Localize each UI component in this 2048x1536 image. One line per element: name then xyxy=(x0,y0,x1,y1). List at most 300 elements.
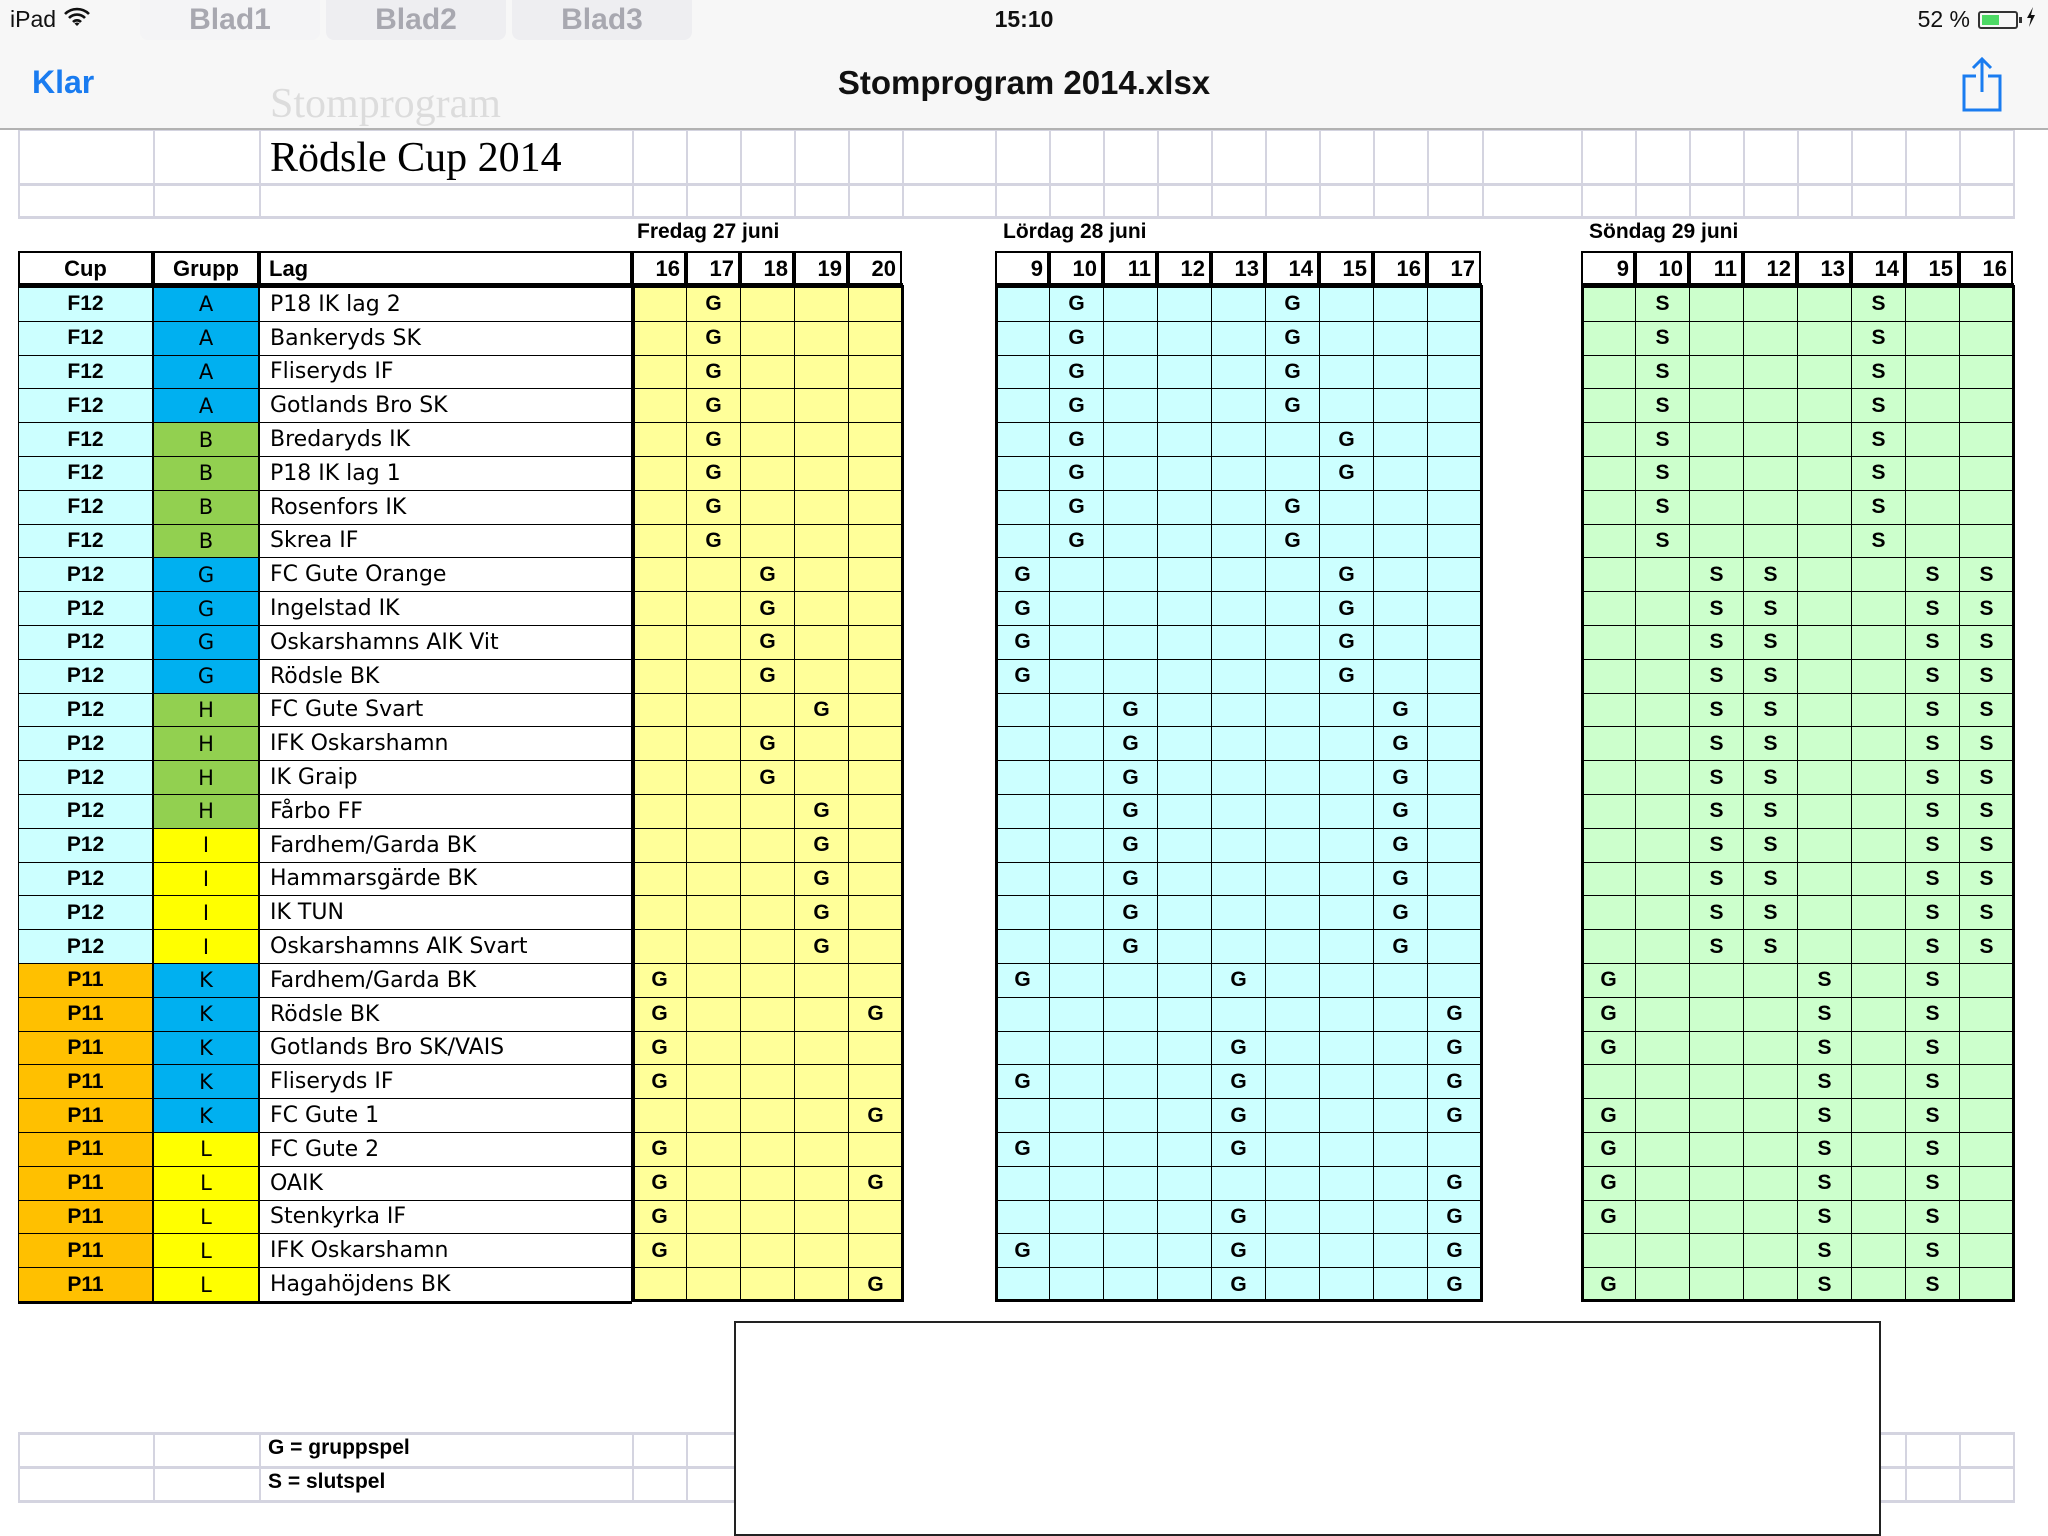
schedule-cell[interactable]: G xyxy=(1581,1166,1636,1201)
schedule-cell[interactable]: G xyxy=(686,355,741,390)
schedule-cell[interactable] xyxy=(1959,490,2014,525)
schedule-cell[interactable] xyxy=(632,1098,687,1133)
schedule-cell[interactable] xyxy=(1743,456,1798,491)
schedule-cell[interactable]: G xyxy=(1373,726,1428,761)
schedule-cell[interactable] xyxy=(1265,726,1320,761)
schedule-cell[interactable] xyxy=(632,794,687,829)
schedule-cell[interactable] xyxy=(1265,693,1320,728)
schedule-cell[interactable] xyxy=(632,591,687,626)
schedule-cell[interactable]: G xyxy=(1373,862,1428,897)
schedule-cell[interactable] xyxy=(632,524,687,559)
schedule-cell[interactable] xyxy=(686,997,741,1032)
schedule-cell[interactable]: G xyxy=(1319,456,1374,491)
schedule-cell[interactable] xyxy=(1635,997,1690,1032)
schedule-cell[interactable]: S xyxy=(1851,321,1906,356)
cup-cell[interactable]: P11 xyxy=(18,1166,153,1201)
schedule-cell[interactable]: S xyxy=(1797,1233,1852,1268)
schedule-cell[interactable]: G xyxy=(794,693,849,728)
schedule-cell[interactable] xyxy=(1581,929,1636,964)
group-cell[interactable]: H xyxy=(153,760,259,795)
schedule-cell[interactable]: S xyxy=(1635,287,1690,322)
schedule-cell[interactable] xyxy=(1157,659,1212,694)
schedule-cell[interactable]: G xyxy=(740,659,795,694)
schedule-cell[interactable] xyxy=(1851,557,1906,592)
schedule-cell[interactable] xyxy=(1103,1200,1158,1235)
schedule-cell[interactable] xyxy=(1265,422,1320,457)
schedule-cell[interactable] xyxy=(1689,524,1744,559)
schedule-cell[interactable] xyxy=(1743,1031,1798,1066)
schedule-cell[interactable]: G xyxy=(1211,1031,1266,1066)
schedule-cell[interactable] xyxy=(632,726,687,761)
schedule-cell[interactable] xyxy=(1373,524,1428,559)
schedule-cell[interactable] xyxy=(1743,388,1798,423)
schedule-cell[interactable] xyxy=(1373,963,1428,998)
schedule-cell[interactable] xyxy=(632,557,687,592)
schedule-cell[interactable]: G xyxy=(794,794,849,829)
schedule-cell[interactable] xyxy=(848,321,903,356)
cup-cell[interactable]: P12 xyxy=(18,726,153,761)
schedule-cell[interactable] xyxy=(1427,862,1482,897)
schedule-cell[interactable]: S xyxy=(1959,794,2014,829)
schedule-cell[interactable]: G xyxy=(632,1132,687,1167)
schedule-cell[interactable] xyxy=(686,1233,741,1268)
schedule-cell[interactable] xyxy=(995,693,1050,728)
schedule-cell[interactable] xyxy=(1157,1098,1212,1133)
schedule-cell[interactable]: S xyxy=(1851,287,1906,322)
column-header-team[interactable]: Lag xyxy=(259,251,632,287)
schedule-cell[interactable] xyxy=(1157,693,1212,728)
schedule-cell[interactable] xyxy=(1211,557,1266,592)
schedule-cell[interactable] xyxy=(1635,557,1690,592)
schedule-cell[interactable]: G xyxy=(1427,1166,1482,1201)
schedule-cell[interactable] xyxy=(1319,760,1374,795)
schedule-cell[interactable] xyxy=(1797,524,1852,559)
schedule-cell[interactable] xyxy=(1157,726,1212,761)
schedule-cell[interactable] xyxy=(794,490,849,525)
schedule-cell[interactable]: G xyxy=(1427,1267,1482,1302)
schedule-cell[interactable] xyxy=(1157,321,1212,356)
group-cell[interactable]: K xyxy=(153,997,259,1032)
schedule-cell[interactable] xyxy=(1851,1166,1906,1201)
schedule-cell[interactable] xyxy=(1427,760,1482,795)
schedule-cell[interactable] xyxy=(1635,693,1690,728)
schedule-cell[interactable]: S xyxy=(1797,1166,1852,1201)
schedule-cell[interactable] xyxy=(794,321,849,356)
schedule-cell[interactable] xyxy=(794,355,849,390)
schedule-cell[interactable] xyxy=(794,1267,849,1302)
schedule-cell[interactable] xyxy=(1103,456,1158,491)
schedule-cell[interactable]: G xyxy=(995,1233,1050,1268)
group-cell[interactable]: G xyxy=(153,659,259,694)
sheet-tab-blad1[interactable]: Blad1 xyxy=(140,0,320,40)
schedule-cell[interactable] xyxy=(632,422,687,457)
schedule-cell[interactable] xyxy=(1851,1233,1906,1268)
schedule-cell[interactable] xyxy=(1319,828,1374,863)
schedule-cell[interactable] xyxy=(1049,1233,1104,1268)
schedule-cell[interactable] xyxy=(1265,828,1320,863)
schedule-cell[interactable]: G xyxy=(1103,862,1158,897)
team-cell[interactable]: FC Gute 1 xyxy=(259,1098,632,1133)
schedule-cell[interactable] xyxy=(740,1233,795,1268)
schedule-cell[interactable] xyxy=(632,929,687,964)
schedule-cell[interactable] xyxy=(794,1064,849,1099)
schedule-cell[interactable] xyxy=(794,760,849,795)
schedule-cell[interactable]: S xyxy=(1689,862,1744,897)
schedule-cell[interactable] xyxy=(1157,862,1212,897)
schedule-cell[interactable]: S xyxy=(1743,862,1798,897)
group-cell[interactable]: I xyxy=(153,828,259,863)
schedule-cell[interactable] xyxy=(1635,591,1690,626)
hour-header[interactable]: 9 xyxy=(995,251,1049,287)
schedule-cell[interactable] xyxy=(1373,1098,1428,1133)
schedule-cell[interactable] xyxy=(794,1031,849,1066)
schedule-cell[interactable]: S xyxy=(1905,963,1960,998)
schedule-cell[interactable] xyxy=(1373,557,1428,592)
schedule-cell[interactable]: G xyxy=(794,895,849,930)
schedule-cell[interactable] xyxy=(794,557,849,592)
schedule-cell[interactable] xyxy=(1743,1064,1798,1099)
group-cell[interactable]: L xyxy=(153,1166,259,1201)
schedule-cell[interactable] xyxy=(1211,693,1266,728)
schedule-cell[interactable]: S xyxy=(1743,659,1798,694)
schedule-cell[interactable] xyxy=(1157,895,1212,930)
cup-cell[interactable]: P11 xyxy=(18,1233,153,1268)
schedule-cell[interactable]: G xyxy=(1211,1233,1266,1268)
schedule-cell[interactable] xyxy=(1265,659,1320,694)
schedule-cell[interactable] xyxy=(740,895,795,930)
hour-header[interactable]: 11 xyxy=(1103,251,1157,287)
schedule-cell[interactable] xyxy=(1157,287,1212,322)
cup-cell[interactable]: P11 xyxy=(18,1267,153,1302)
group-cell[interactable]: K xyxy=(153,1031,259,1066)
schedule-cell[interactable] xyxy=(1049,794,1104,829)
schedule-cell[interactable]: S xyxy=(1635,422,1690,457)
schedule-cell[interactable] xyxy=(1581,388,1636,423)
schedule-cell[interactable]: S xyxy=(1797,997,1852,1032)
schedule-cell[interactable]: G xyxy=(1373,794,1428,829)
schedule-cell[interactable] xyxy=(1851,862,1906,897)
schedule-cell[interactable] xyxy=(848,1064,903,1099)
schedule-cell[interactable] xyxy=(848,659,903,694)
schedule-cell[interactable]: G xyxy=(1049,388,1104,423)
team-cell[interactable]: Hammarsgärde BK xyxy=(259,862,632,897)
schedule-cell[interactable]: S xyxy=(1905,726,1960,761)
schedule-cell[interactable] xyxy=(1157,625,1212,660)
schedule-cell[interactable] xyxy=(1157,1267,1212,1302)
cup-cell[interactable]: P12 xyxy=(18,862,153,897)
schedule-cell[interactable] xyxy=(1103,557,1158,592)
schedule-cell[interactable] xyxy=(1959,388,2014,423)
schedule-cell[interactable] xyxy=(686,591,741,626)
schedule-cell[interactable] xyxy=(1427,659,1482,694)
schedule-cell[interactable]: G xyxy=(1319,659,1374,694)
schedule-cell[interactable] xyxy=(1265,1064,1320,1099)
schedule-cell[interactable] xyxy=(1797,422,1852,457)
schedule-cell[interactable] xyxy=(1851,1098,1906,1133)
schedule-cell[interactable] xyxy=(632,659,687,694)
schedule-cell[interactable] xyxy=(1581,659,1636,694)
schedule-cell[interactable] xyxy=(1427,963,1482,998)
schedule-cell[interactable]: G xyxy=(1103,828,1158,863)
schedule-cell[interactable] xyxy=(1635,1098,1690,1133)
schedule-cell[interactable] xyxy=(1319,1233,1374,1268)
schedule-cell[interactable] xyxy=(1211,862,1266,897)
schedule-cell[interactable] xyxy=(1103,1064,1158,1099)
team-cell[interactable]: Ingelstad IK xyxy=(259,591,632,626)
schedule-cell[interactable] xyxy=(1265,1031,1320,1066)
team-cell[interactable]: Fårbo FF xyxy=(259,794,632,829)
schedule-cell[interactable] xyxy=(1689,321,1744,356)
schedule-cell[interactable] xyxy=(1103,321,1158,356)
schedule-cell[interactable] xyxy=(632,895,687,930)
schedule-cell[interactable]: S xyxy=(1743,557,1798,592)
schedule-cell[interactable] xyxy=(1319,355,1374,390)
schedule-cell[interactable] xyxy=(848,895,903,930)
schedule-cell[interactable] xyxy=(794,524,849,559)
schedule-cell[interactable] xyxy=(1211,321,1266,356)
schedule-cell[interactable] xyxy=(1427,1132,1482,1167)
schedule-cell[interactable] xyxy=(1581,321,1636,356)
schedule-cell[interactable] xyxy=(1959,1098,2014,1133)
schedule-cell[interactable]: G xyxy=(1103,760,1158,795)
schedule-cell[interactable] xyxy=(1959,1132,2014,1167)
schedule-cell[interactable]: S xyxy=(1905,693,1960,728)
schedule-cell[interactable] xyxy=(1103,490,1158,525)
schedule-cell[interactable] xyxy=(1049,591,1104,626)
schedule-cell[interactable]: G xyxy=(1103,726,1158,761)
schedule-cell[interactable] xyxy=(1103,1267,1158,1302)
schedule-cell[interactable] xyxy=(1319,524,1374,559)
schedule-cell[interactable] xyxy=(1157,1166,1212,1201)
team-cell[interactable]: Bankeryds SK xyxy=(259,321,632,356)
schedule-cell[interactable]: S xyxy=(1689,557,1744,592)
schedule-cell[interactable]: G xyxy=(686,321,741,356)
schedule-cell[interactable] xyxy=(686,862,741,897)
schedule-cell[interactable]: G xyxy=(1265,524,1320,559)
schedule-cell[interactable]: G xyxy=(1373,693,1428,728)
schedule-cell[interactable]: G xyxy=(1103,929,1158,964)
schedule-cell[interactable] xyxy=(995,895,1050,930)
schedule-cell[interactable] xyxy=(1851,828,1906,863)
group-cell[interactable]: I xyxy=(153,929,259,964)
schedule-cell[interactable]: S xyxy=(1797,1132,1852,1167)
schedule-cell[interactable] xyxy=(1265,794,1320,829)
schedule-cell[interactable] xyxy=(1373,591,1428,626)
schedule-cell[interactable] xyxy=(1797,625,1852,660)
schedule-cell[interactable] xyxy=(1157,1233,1212,1268)
schedule-cell[interactable]: G xyxy=(632,1064,687,1099)
hour-header[interactable]: 10 xyxy=(1049,251,1103,287)
schedule-cell[interactable]: S xyxy=(1743,794,1798,829)
schedule-cell[interactable] xyxy=(794,1132,849,1167)
schedule-cell[interactable] xyxy=(1959,1200,2014,1235)
schedule-cell[interactable]: S xyxy=(1905,557,1960,592)
schedule-cell[interactable] xyxy=(740,1064,795,1099)
team-cell[interactable]: OAIK xyxy=(259,1166,632,1201)
schedule-cell[interactable]: G xyxy=(632,997,687,1032)
schedule-cell[interactable] xyxy=(1797,862,1852,897)
schedule-cell[interactable]: G xyxy=(1427,997,1482,1032)
schedule-cell[interactable] xyxy=(740,355,795,390)
schedule-cell[interactable] xyxy=(1797,355,1852,390)
schedule-cell[interactable] xyxy=(1797,726,1852,761)
schedule-cell[interactable] xyxy=(848,422,903,457)
schedule-cell[interactable] xyxy=(1211,456,1266,491)
schedule-cell[interactable]: G xyxy=(1373,929,1428,964)
schedule-cell[interactable] xyxy=(1265,1267,1320,1302)
schedule-cell[interactable] xyxy=(794,1200,849,1235)
schedule-cell[interactable] xyxy=(1581,490,1636,525)
schedule-cell[interactable]: S xyxy=(1689,726,1744,761)
schedule-cell[interactable]: S xyxy=(1959,929,2014,964)
schedule-cell[interactable] xyxy=(1581,456,1636,491)
schedule-cell[interactable] xyxy=(1581,625,1636,660)
schedule-cell[interactable] xyxy=(995,929,1050,964)
group-cell[interactable]: L xyxy=(153,1267,259,1302)
schedule-cell[interactable] xyxy=(1049,1200,1104,1235)
schedule-cell[interactable] xyxy=(686,1031,741,1066)
schedule-cell[interactable] xyxy=(1959,1233,2014,1268)
schedule-cell[interactable]: G xyxy=(1581,997,1636,1032)
cup-cell[interactable]: P11 xyxy=(18,997,153,1032)
schedule-cell[interactable] xyxy=(1635,1166,1690,1201)
schedule-cell[interactable] xyxy=(1635,828,1690,863)
schedule-cell[interactable]: G xyxy=(1427,1200,1482,1235)
schedule-cell[interactable]: G xyxy=(1319,422,1374,457)
schedule-cell[interactable] xyxy=(1319,862,1374,897)
cup-cell[interactable]: F12 xyxy=(18,355,153,390)
schedule-cell[interactable] xyxy=(1103,1233,1158,1268)
schedule-cell[interactable] xyxy=(1427,422,1482,457)
schedule-cell[interactable]: G xyxy=(632,1031,687,1066)
schedule-cell[interactable] xyxy=(1319,1098,1374,1133)
schedule-cell[interactable]: S xyxy=(1959,693,2014,728)
schedule-cell[interactable]: S xyxy=(1689,693,1744,728)
schedule-cell[interactable] xyxy=(848,693,903,728)
schedule-cell[interactable]: G xyxy=(1319,591,1374,626)
hour-header[interactable]: 17 xyxy=(1427,251,1481,287)
schedule-cell[interactable]: G xyxy=(1049,321,1104,356)
schedule-cell[interactable] xyxy=(1211,591,1266,626)
schedule-cell[interactable] xyxy=(1743,1166,1798,1201)
schedule-cell[interactable] xyxy=(632,321,687,356)
schedule-cell[interactable] xyxy=(1373,1166,1428,1201)
schedule-cell[interactable] xyxy=(1743,1200,1798,1235)
hour-header[interactable]: 10 xyxy=(1635,251,1689,287)
schedule-cell[interactable] xyxy=(1049,1031,1104,1066)
schedule-cell[interactable] xyxy=(1427,355,1482,390)
schedule-cell[interactable] xyxy=(1157,1132,1212,1167)
schedule-cell[interactable]: G xyxy=(1581,1132,1636,1167)
schedule-cell[interactable] xyxy=(848,456,903,491)
schedule-cell[interactable] xyxy=(1851,760,1906,795)
schedule-cell[interactable] xyxy=(1959,1064,2014,1099)
schedule-cell[interactable]: S xyxy=(1959,760,2014,795)
schedule-cell[interactable] xyxy=(1373,1200,1428,1235)
schedule-cell[interactable] xyxy=(1049,1166,1104,1201)
schedule-cell[interactable] xyxy=(848,625,903,660)
schedule-cell[interactable]: S xyxy=(1797,1200,1852,1235)
schedule-cell[interactable] xyxy=(1265,557,1320,592)
schedule-cell[interactable] xyxy=(740,1200,795,1235)
team-cell[interactable]: Hagahöjdens BK xyxy=(259,1267,632,1302)
schedule-cell[interactable] xyxy=(848,760,903,795)
schedule-cell[interactable]: G xyxy=(1427,1098,1482,1133)
schedule-cell[interactable]: G xyxy=(1049,524,1104,559)
team-cell[interactable]: Bredaryds IK xyxy=(259,422,632,457)
schedule-cell[interactable] xyxy=(848,1233,903,1268)
cup-cell[interactable]: F12 xyxy=(18,422,153,457)
schedule-cell[interactable] xyxy=(1743,1098,1798,1133)
schedule-cell[interactable] xyxy=(1103,1132,1158,1167)
schedule-cell[interactable] xyxy=(1851,794,1906,829)
hour-header[interactable]: 14 xyxy=(1265,251,1319,287)
cup-cell[interactable]: P12 xyxy=(18,591,153,626)
schedule-cell[interactable] xyxy=(1851,929,1906,964)
team-cell[interactable]: Rödsle BK xyxy=(259,659,632,694)
schedule-cell[interactable]: S xyxy=(1797,1267,1852,1302)
hour-header[interactable]: 15 xyxy=(1905,251,1959,287)
schedule-cell[interactable] xyxy=(1427,287,1482,322)
schedule-cell[interactable] xyxy=(1049,862,1104,897)
schedule-cell[interactable] xyxy=(740,388,795,423)
schedule-cell[interactable] xyxy=(1265,1098,1320,1133)
schedule-cell[interactable] xyxy=(632,490,687,525)
schedule-cell[interactable] xyxy=(1373,1233,1428,1268)
group-cell[interactable]: K xyxy=(153,1064,259,1099)
schedule-cell[interactable]: S xyxy=(1905,828,1960,863)
schedule-cell[interactable]: S xyxy=(1905,1200,1960,1235)
schedule-cell[interactable] xyxy=(1049,963,1104,998)
cup-cell[interactable]: P12 xyxy=(18,828,153,863)
schedule-cell[interactable]: G xyxy=(995,591,1050,626)
schedule-cell[interactable]: G xyxy=(740,625,795,660)
schedule-cell[interactable] xyxy=(1103,997,1158,1032)
schedule-cell[interactable] xyxy=(1959,1166,2014,1201)
schedule-cell[interactable] xyxy=(848,287,903,322)
schedule-cell[interactable] xyxy=(1743,490,1798,525)
schedule-cell[interactable] xyxy=(1905,287,1960,322)
schedule-cell[interactable] xyxy=(1427,794,1482,829)
schedule-cell[interactable] xyxy=(1373,1132,1428,1167)
schedule-cell[interactable] xyxy=(1103,287,1158,322)
group-cell[interactable]: A xyxy=(153,287,259,322)
schedule-cell[interactable]: S xyxy=(1959,659,2014,694)
schedule-cell[interactable] xyxy=(740,963,795,998)
schedule-cell[interactable] xyxy=(794,1098,849,1133)
schedule-cell[interactable] xyxy=(740,1166,795,1201)
schedule-cell[interactable] xyxy=(1373,355,1428,390)
schedule-cell[interactable] xyxy=(1319,1064,1374,1099)
schedule-cell[interactable] xyxy=(1373,659,1428,694)
schedule-cell[interactable] xyxy=(1635,1200,1690,1235)
schedule-cell[interactable] xyxy=(1157,591,1212,626)
schedule-cell[interactable] xyxy=(1157,422,1212,457)
schedule-cell[interactable] xyxy=(1851,591,1906,626)
schedule-cell[interactable] xyxy=(995,1166,1050,1201)
schedule-cell[interactable] xyxy=(1743,355,1798,390)
schedule-cell[interactable] xyxy=(1635,726,1690,761)
schedule-cell[interactable] xyxy=(1373,1064,1428,1099)
cup-cell[interactable]: P11 xyxy=(18,963,153,998)
schedule-cell[interactable] xyxy=(740,862,795,897)
schedule-cell[interactable]: S xyxy=(1959,895,2014,930)
schedule-cell[interactable] xyxy=(1635,659,1690,694)
schedule-cell[interactable]: G xyxy=(1265,355,1320,390)
group-cell[interactable]: G xyxy=(153,557,259,592)
schedule-cell[interactable] xyxy=(1265,929,1320,964)
schedule-cell[interactable] xyxy=(1743,997,1798,1032)
